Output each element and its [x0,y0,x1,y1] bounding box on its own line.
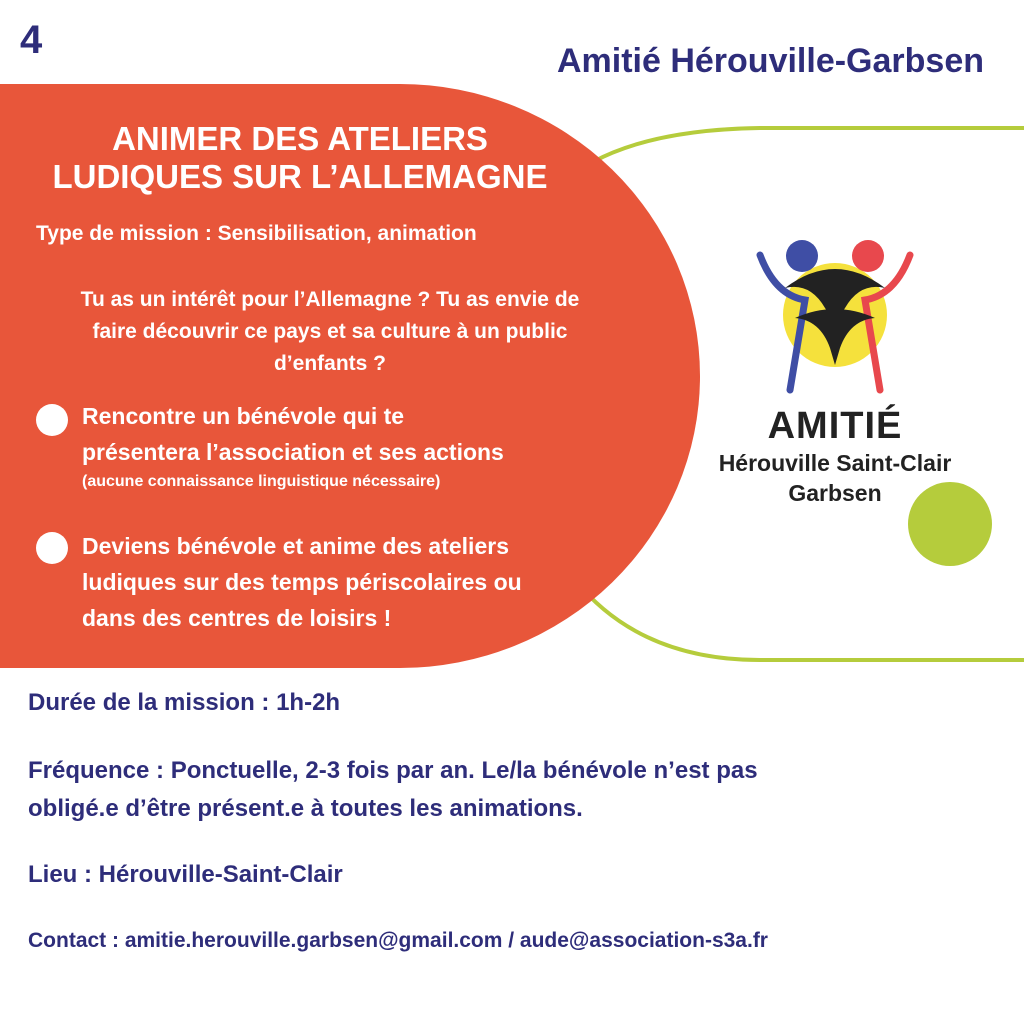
bullet-2-line-1: Deviens bénévole et anime des ateliers [82,533,509,559]
mission-title-line-1: ANIMER DES ATELIERS [112,120,488,157]
bullet-2-line-2: ludiques sur des temps périscolaires ou [82,569,522,595]
logo-blue-head [786,240,818,272]
intro-line-2: faire découvrir ce pays et sa culture à un public [92,320,568,343]
logo-red-head [852,240,884,272]
organization-header: Amitié Hérouville-Garbsen [556,42,984,80]
frequency-line-1: Fréquence : Ponctuelle, 2-3 fois par an. Le/la bénévole n’est pas [28,757,758,784]
frequency-line-2: obligé.e d’être présent.e à toutes les animations. [28,795,583,822]
mission-frequency [28,752,998,828]
logo-subtitle-1: Hérouville Saint-Clair [718,450,952,476]
intro-line-1: Tu as un intérêt pour l’Allemagne ? Tu as envie de [80,288,580,311]
page-number: 4 [20,18,43,62]
mission-contact: Contact : amitie.herouville.garbsen@gmail.com / aude@association-s3a.fr [28,929,768,952]
bullet-item-2 [82,528,612,636]
bullet-item-1 [82,398,612,494]
logo-subtitle-2: Garbsen [788,480,882,506]
mission-location: Lieu : Hérouville-Saint-Clair [28,861,343,888]
bullet-1-note: (aucune connaissance linguistique nécessaire) [82,473,441,490]
mission-duration: Durée de la mission : 1h-2h [28,689,341,716]
logo-blue-figure [760,255,805,390]
mission-title-line-2: LUDIQUES SUR L’ALLEMAGNE [52,158,548,195]
logo-red-figure [865,255,910,390]
mission-type: Type de mission : Sensibilisation, animation [36,222,477,245]
bullet-dot-1 [36,404,68,436]
intro-line-3: d’enfants ? [273,352,386,375]
logo-name: AMITIÉ [767,405,903,447]
bullet-dot-2 [36,532,68,564]
mission-intro [20,284,640,380]
bullet-2-line-3: dans des centres de loisirs ! [82,605,392,631]
logo-caption [670,404,1000,508]
bullet-1-line-1: Rencontre un bénévole qui te [82,403,405,429]
people-embrace-icon [750,230,920,400]
mission-title [0,120,600,196]
bullet-1-line-2: présentera l’association et ses actions [82,439,504,465]
